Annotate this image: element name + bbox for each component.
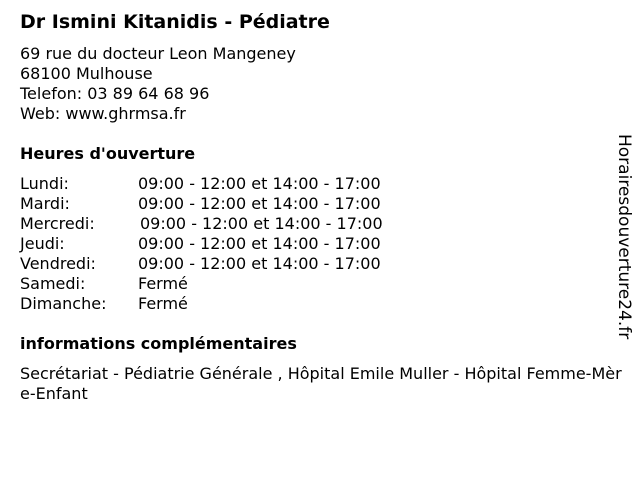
- additional-info-text: Secrétariat - Pédiatrie Générale , Hôpital Emile Muller - Hôpital Femme-Mère-Enfant: [20, 364, 622, 403]
- day-hours: 09:00 - 12:00 et 14:00 - 17:00: [138, 174, 381, 193]
- day-label: Mercredi:: [20, 214, 95, 233]
- additional-info-heading: informations complémentaires: [20, 334, 297, 353]
- day-hours: Fermé: [138, 294, 188, 313]
- day-label: Jeudi:: [20, 234, 65, 253]
- hours-row-friday: [20, 254, 440, 274]
- day-hours: 09:00 - 12:00 et 14:00 - 17:00: [140, 214, 383, 233]
- day-hours: 09:00 - 12:00 et 14:00 - 17:00: [138, 234, 381, 253]
- hours-row-monday: [20, 174, 440, 194]
- day-hours: 09:00 - 12:00 et 14:00 - 17:00: [138, 194, 381, 213]
- day-label: Mardi:: [20, 194, 70, 213]
- site-watermark: Horairesdouverture24.fr: [614, 134, 634, 340]
- opening-hours-heading: Heures d'ouverture: [20, 144, 196, 163]
- day-label: Samedi:: [20, 274, 86, 293]
- page-title: Dr Ismini Kitanidis - Pédiatre: [20, 11, 330, 33]
- hours-row-tuesday: [20, 194, 440, 214]
- hours-row-saturday: [20, 274, 440, 294]
- phone-number[interactable]: Telefon: 03 89 64 68 96: [20, 84, 210, 103]
- address-block: [20, 44, 296, 124]
- hours-row-sunday: [20, 294, 440, 314]
- day-label: Lundi:: [20, 174, 69, 193]
- address-city: 68100 Mulhouse: [20, 64, 153, 83]
- hours-row-wednesday: [20, 214, 440, 234]
- address-street: 69 rue du docteur Leon Mangeney: [20, 44, 296, 63]
- opening-hours-list: [20, 174, 440, 314]
- hours-row-thursday: [20, 234, 440, 254]
- day-hours: 09:00 - 12:00 et 14:00 - 17:00: [138, 254, 381, 273]
- day-hours: Fermé: [138, 274, 188, 293]
- day-label: Vendredi:: [20, 254, 96, 273]
- day-label: Dimanche:: [20, 294, 107, 313]
- website-link[interactable]: Web: www.ghrmsa.fr: [20, 104, 186, 123]
